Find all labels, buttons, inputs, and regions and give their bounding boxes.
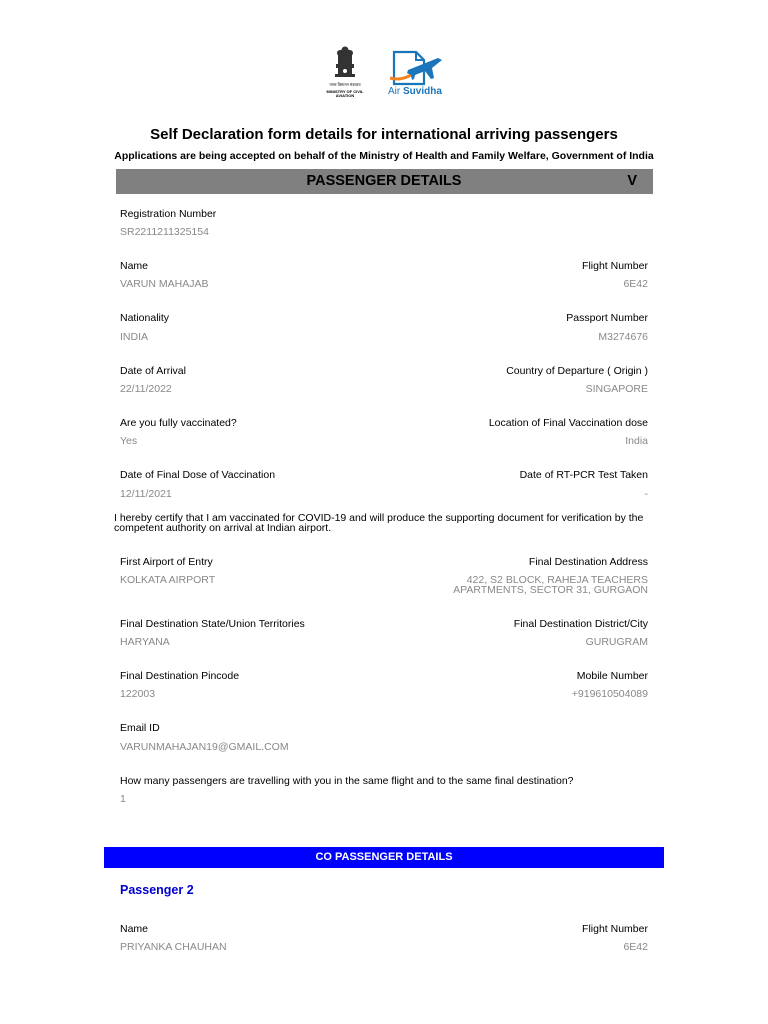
nationality-value: INDIA [120,331,149,343]
co-passenger-name-value: PRIYANKA CHAUHAN [120,941,227,953]
passenger-count-label: How many passengers are travelling with you in the same flight and to the same final destination? [120,775,574,787]
vaccinated-value: Yes [120,435,138,447]
vaccination-location-value: India [625,435,648,447]
passenger-2-heading: Passenger 2 [120,883,194,897]
co-passenger-flight-value: 6E42 [623,941,648,953]
arrival-value: 22/11/2022 [120,383,172,395]
page-subtitle: Applications are being accepted on behalf of the Ministry of Health and Family Welfare, Government of India [114,150,654,162]
registration-value: SR2211211325154 [120,226,209,238]
brand-air: Air [388,86,401,97]
co-passenger-flight-label: Flight Number [582,923,648,935]
rtpcr-label: Date of RT-PCR Test Taken [519,469,648,481]
final-dose-label: Date of Final Dose of Vaccination [120,469,276,481]
address-label: Final Destination Address [528,556,648,568]
flight-label: Flight Number [582,260,648,272]
declaration-line-1: I hereby certify that I am vaccinated for COVID-19 and will produce the supporting document for verification by the [114,512,644,524]
passenger-count-value: 1 [120,793,126,805]
vaccination-location-label: Location of Final Vaccination dose [488,417,648,429]
emblem-caption-english: MINISTRY OF CIVIL AVIATION [326,89,364,98]
nationality-label: Nationality [120,312,170,324]
district-value: GURUGRAM [585,636,648,648]
airplane-document-icon [386,48,446,86]
pincode-value: 122003 [120,688,156,700]
declaration-line-2: competent authority on arrival at Indian airport. [114,522,332,534]
passport-value: M3274676 [598,331,648,343]
emblem-caption-hindi: नागर विमानन मंत्रालय [329,82,361,87]
vaccinated-label: Are you fully vaccinated? [120,417,237,429]
name-value: VARUN MAHAJAB [120,278,209,290]
lion-emblem-icon [318,46,372,86]
state-value: HARYANA [120,636,170,648]
state-emblem [318,46,372,98]
airport-label: First Airport of Entry [120,556,213,568]
air-suvidha-logo [386,48,450,100]
departure-label: Country of Departure ( Origin ) [506,365,648,377]
flight-value: 6E42 [623,278,648,290]
name-label: Name [120,260,149,272]
air-suvidha-wordmark [388,86,442,97]
passport-label: Passport Number [566,312,648,324]
district-label: Final Destination District/City [513,618,648,630]
departure-value: SINGAPORE [585,383,648,395]
page-title: Self Declaration form details for international arriving passengers [150,126,618,143]
co-passenger-details-bar: CO PASSENGER DETAILS [104,847,664,868]
email-label: Email ID [120,722,160,734]
mobile-label: Mobile Number [576,670,648,682]
arrival-label: Date of Arrival [120,365,186,377]
brand-suvidha: Suvidha [403,86,442,97]
state-label: Final Destination State/Union Territories [120,618,305,630]
address-line-2: APARTMENTS, SECTOR 31, GURGAON [453,584,648,596]
section-marker: V [627,173,637,189]
vaccination-declaration [114,513,654,533]
pincode-label: Final Destination Pincode [120,670,240,682]
address-line-1: 422, S2 BLOCK, RAHEJA TEACHERS [466,574,648,586]
airport-value: KOLKATA AIRPORT [120,574,216,586]
passenger-details-bar [116,169,653,194]
email-value: VARUNMAHAJAN19@GMAIL.COM [120,741,289,753]
registration-label: Registration Number [120,208,217,220]
rtpcr-value: - [644,488,648,500]
header-logos [0,46,768,102]
co-passenger-name-label: Name [120,923,149,935]
section-title: PASSENGER DETAILS [306,173,462,189]
mobile-value: +919610504089 [571,688,648,700]
final-dose-value: 12/11/2021 [120,488,172,500]
